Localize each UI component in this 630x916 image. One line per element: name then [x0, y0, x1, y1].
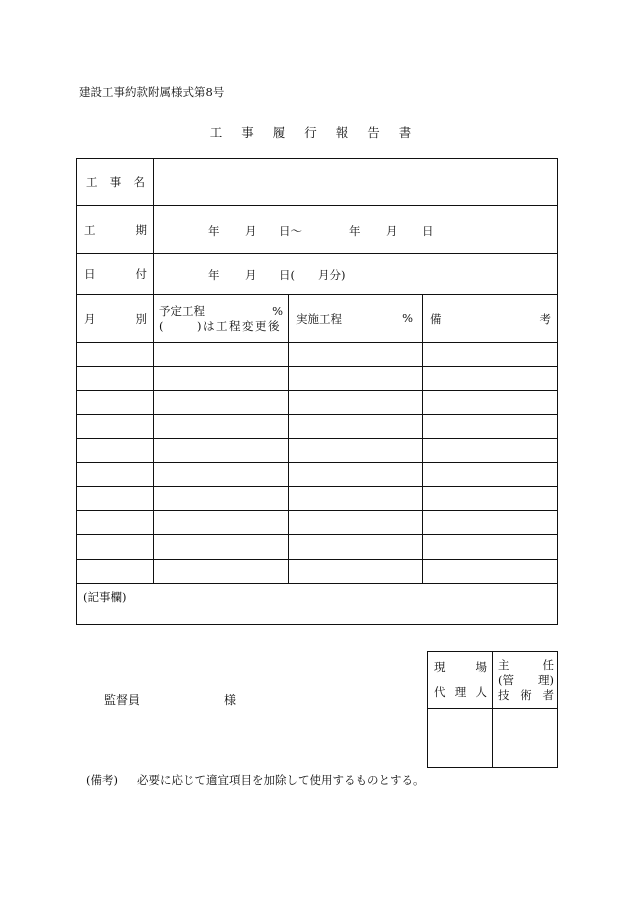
- footnote-label: (備考): [86, 773, 118, 787]
- planned-cell[interactable]: [154, 463, 289, 487]
- planned-cell[interactable]: [154, 391, 289, 415]
- date-label-char: 付: [135, 267, 147, 281]
- work-name-value-cell[interactable]: [154, 159, 558, 206]
- page-title: 工事履行報告書: [209, 125, 431, 140]
- month-cell[interactable]: [77, 511, 154, 535]
- remarks-cell[interactable]: [423, 511, 558, 535]
- period-end-year: 年: [349, 223, 361, 238]
- table-row: [77, 511, 558, 535]
- date-label-cell: [77, 254, 154, 295]
- chief-engineer-char: 者: [542, 687, 554, 702]
- planned-cell[interactable]: [154, 487, 289, 511]
- actual-cell[interactable]: [289, 487, 423, 511]
- site-agent-char: 場: [475, 660, 487, 674]
- actual-cell[interactable]: [289, 560, 423, 584]
- period-label-char: 期: [135, 222, 147, 237]
- work-name-label-cell: [77, 159, 154, 206]
- remarks-cell[interactable]: [423, 391, 558, 415]
- work-name-label-char: 工: [86, 175, 98, 189]
- remarks-cell[interactable]: [423, 415, 558, 439]
- remarks-cell[interactable]: [423, 367, 558, 391]
- site-agent-char: 理: [454, 685, 467, 699]
- planned-cell[interactable]: [154, 367, 289, 391]
- report-table: [76, 158, 558, 625]
- actual-cell[interactable]: [289, 367, 423, 391]
- table-row: [77, 463, 558, 487]
- period-end-day: 日: [422, 223, 434, 238]
- chief-engineer-char: 主: [498, 657, 510, 672]
- date-month-part: 月分): [318, 268, 346, 282]
- honorific-label: 様: [224, 693, 237, 707]
- planned-header-label: 予定工程: [159, 303, 205, 318]
- work-name-label-char: 事: [109, 175, 122, 189]
- footnote: [86, 772, 425, 788]
- month-cell[interactable]: [77, 391, 154, 415]
- footnote-text: 必要に応じて適宜項目を加除して使用するものとする。: [137, 773, 425, 787]
- chief-engineer-char: 技: [498, 687, 510, 702]
- chief-engineer-char: 理): [538, 672, 554, 687]
- chief-engineer-header: [493, 652, 558, 709]
- remarks-cell[interactable]: [423, 439, 558, 463]
- table-row: [77, 560, 558, 584]
- period-label-char: 工: [84, 222, 96, 237]
- memo-cell[interactable]: [77, 584, 558, 625]
- site-agent-char: 代: [434, 685, 446, 699]
- site-agent-char: 人: [475, 685, 487, 699]
- remarks-cell[interactable]: [423, 535, 558, 560]
- remarks-cell[interactable]: [423, 560, 558, 584]
- date-value-cell[interactable]: [154, 254, 558, 295]
- site-agent-char: 現: [434, 660, 446, 674]
- planned-header-note: )は工程変更後: [197, 318, 281, 333]
- period-start-day: 日〜: [279, 223, 302, 238]
- month-cell[interactable]: [77, 560, 154, 584]
- actual-cell[interactable]: [289, 343, 423, 367]
- period-value-cell[interactable]: [154, 206, 558, 254]
- table-row: [77, 367, 558, 391]
- table-row: [77, 391, 558, 415]
- period-start-month: 月: [245, 223, 257, 238]
- month-cell[interactable]: [77, 415, 154, 439]
- date-year: 年: [208, 268, 220, 282]
- remarks-cell[interactable]: [423, 463, 558, 487]
- chief-engineer-char: 術: [520, 687, 532, 702]
- planned-cell[interactable]: [154, 415, 289, 439]
- planned-cell[interactable]: [154, 439, 289, 463]
- remarks-header-char: 考: [539, 311, 552, 326]
- period-end-month: 月: [386, 223, 398, 238]
- chief-engineer-seal-cell[interactable]: [493, 709, 558, 768]
- site-agent-header: [428, 652, 493, 709]
- memo-row: [77, 584, 558, 625]
- table-row: [77, 439, 558, 463]
- month-cell[interactable]: [77, 463, 154, 487]
- month-header-char: 別: [135, 311, 147, 326]
- planned-cell[interactable]: [154, 535, 289, 560]
- remarks-cell[interactable]: [423, 343, 558, 367]
- month-header-cell: [77, 295, 154, 343]
- actual-cell[interactable]: [289, 463, 423, 487]
- column-header-row: [77, 295, 558, 343]
- date-day: 日(: [279, 268, 295, 282]
- period-label-cell: [77, 206, 154, 254]
- planned-header-unit: %: [272, 303, 283, 318]
- planned-cell[interactable]: [154, 343, 289, 367]
- actual-header-cell: [289, 295, 423, 343]
- table-row: [77, 487, 558, 511]
- month-cell[interactable]: [77, 535, 154, 560]
- actual-header-unit: %: [402, 310, 413, 325]
- memo-label: (記事欄): [83, 590, 127, 604]
- date-row: [77, 254, 558, 295]
- planned-cell[interactable]: [154, 560, 289, 584]
- month-cell[interactable]: [77, 343, 154, 367]
- seal-table: [427, 651, 558, 768]
- chief-engineer-char: 任: [542, 657, 554, 672]
- form-number: 建設工事約款附属様式第8号: [79, 85, 225, 99]
- inspector-label: 監督員: [104, 693, 141, 707]
- month-cell[interactable]: [77, 367, 154, 391]
- planned-cell[interactable]: [154, 511, 289, 535]
- remarks-header-cell: [423, 295, 558, 343]
- remarks-cell[interactable]: [423, 487, 558, 511]
- table-row: [77, 415, 558, 439]
- date-label-char: 日: [84, 267, 96, 281]
- month-cell[interactable]: [77, 487, 154, 511]
- site-agent-seal-cell[interactable]: [428, 709, 493, 768]
- period-start-year: 年: [208, 223, 220, 238]
- table-row: [77, 535, 558, 560]
- actual-cell[interactable]: [289, 391, 423, 415]
- work-name-row: [77, 159, 558, 206]
- period-row: [77, 206, 558, 254]
- actual-cell[interactable]: [289, 439, 423, 463]
- actual-header-label: 実施工程: [296, 311, 342, 326]
- month-header-char: 月: [84, 311, 96, 326]
- planned-note-paren: (: [159, 318, 164, 333]
- remarks-header-char: 備: [430, 311, 442, 326]
- chief-engineer-char: (管: [498, 672, 514, 687]
- work-name-label-char: 名: [133, 175, 145, 189]
- table-row: [77, 343, 558, 367]
- planned-header-cell: [154, 295, 289, 343]
- month-cell[interactable]: [77, 439, 154, 463]
- actual-cell[interactable]: [289, 511, 423, 535]
- actual-cell[interactable]: [289, 415, 423, 439]
- actual-cell[interactable]: [289, 535, 423, 560]
- date-month: 月: [245, 268, 257, 282]
